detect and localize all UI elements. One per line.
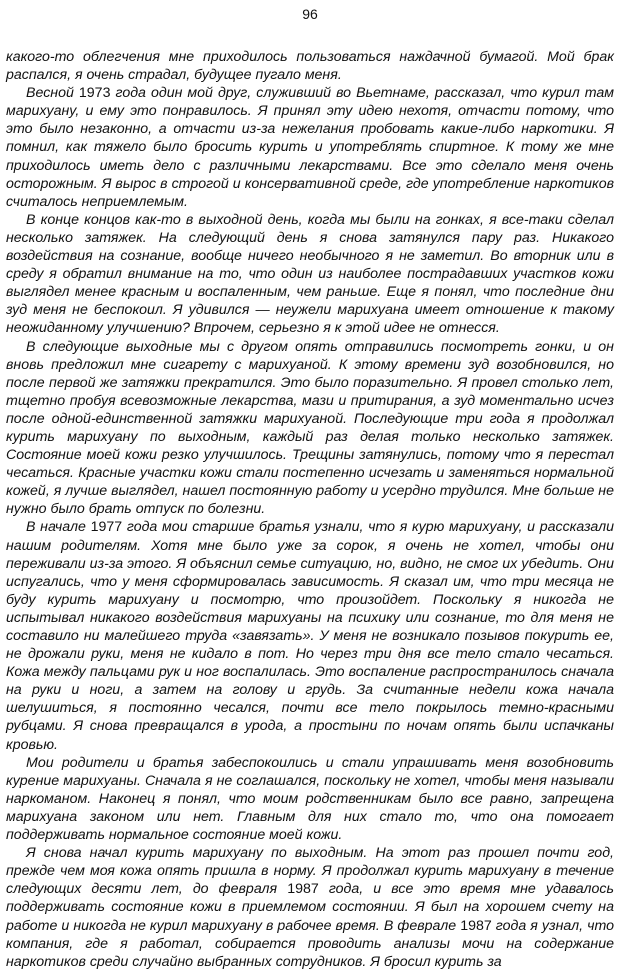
paragraph-5 xyxy=(6,518,614,753)
paragraph-2-text: года один мой друг, служивший во Вьетнаме, рассказал, что курил там марихуану, и ему это понравилось. Я принял эту идею нехотя, отчасти потому, что это было незаконно, а отчасти из-за нежелания пробовать какие-либо наркотики. Я помнил, как тяжело было бросить курить и употреблять спиртное. К тому же мне приходилось иметь дело с различными лекарствами. Все это сделало меня очень осторожным. Я вырос в строгой и консервативной среде, где употребление наркотиков считалось неприемлемым. xyxy=(6,85,614,210)
paragraph-4 xyxy=(6,338,614,519)
paragraph-7 xyxy=(6,844,614,971)
year-1987: 1987 xyxy=(460,917,492,934)
paragraph-5-text: года мои старшие братья узнали, что я курю марихуану, и рассказали нашим родителям. Хотя мне было уже за сорок, я очень не хотел, чтобы они переживали из-за этого. Я объяснил семье ситуацию, но, видно, не смог их убедить. Они испугались, что у меня сформировалась зависимость. Я сказал им, что три месяца не буду курить марихуану и посмотрю, что произойдет. Поскольку я никогда не испытывал никакого воздействия марихуаны на психику или сознание, то для меня не составило ни малейшего труда «завязать». У меня не возникало позывов покурить ее, не дрожали руки, меня не кидало в пот. Но через три дня все тело стало чесаться. Кожа между пальцами рук и ног воспалилась. Это воспаление распространилось сначала на руки и ноги, а затем на голову и грудь. За считанные недели кожа начала шелушиться, я постоянно чесался, почти все тело покрылось темно-красными рубцами. Я снова превращался в урода, а простыни по ночам опять были испачканы кровью. xyxy=(6,519,615,753)
paragraph-6 xyxy=(6,754,614,844)
paragraph-5-text: В начале xyxy=(26,519,91,536)
paragraph-3 xyxy=(6,211,614,338)
paragraph-7-text: Я снова начал курить марихуану по выходным. На этот раз прошел почти год, прежде чем моя кожа опять пришла в норму. Я продолжал курить марихуану в течение следующих десяти лет, до февраля xyxy=(6,845,614,898)
paragraph-7-text: года, и все это время мне удавалось поддерживать состояние кожи в приемлемом состоянии. Я был на хорошем счету на работе и никогда не курил марихуану в рабочее время. В феврале xyxy=(6,881,614,934)
paragraph-4-text: В следующие выходные мы с другом опять отправились посмотреть гонки, и он вновь предложил мне сигарету с марихуаной. К этому времени зуд возобновился, но после первой же затяжки прекратился. Это было поразительно. Я провел столько лет, тщетно пробуя всевозможные лекарства, мази и притирания, а зуд моментально исчез после одной-единственной затяжки марихуаной. Последующие три года я продолжал курить марихуану по выходным, каждый раз делая только несколько затяжек. Состояние моей кожи резко улучшилось. Трещины затянулись, потому что я перестал чесаться. Красные участки кожи стали постепенно исчезать и заменяться нормальной кожей, я лучше выглядел, нашел постоянную работу и усердно трудился. Мне больше не нужно было брать отпуск по болезни. xyxy=(6,338,615,518)
paragraph-1 xyxy=(6,48,614,84)
page-number: 96 xyxy=(302,6,318,22)
paragraph-6-text: Мои родители и братья забеспокоились и стали упрашивать меня возобновить курение марихуаны. Сначала я не соглашался, поскольку не хотел, чтобы меня называли наркоманом. Наконец я понял, что моим родственникам было все равно, запрещена марихуана законом или нет. Главным для них стало то, что она помогает поддерживать нормальное состояние моей кожи. xyxy=(6,754,614,844)
paragraph-2-text: Весной xyxy=(26,85,79,102)
paragraph-1-text: какого-то облегчения мне приходилось пользоваться наждачной бумагой. Мой брак распался, я очень страдал, будущее пугало меня. xyxy=(6,49,614,84)
page-body xyxy=(6,48,614,971)
year-1977: 1977 xyxy=(90,519,123,536)
paragraph-7-text: года я узнал, что компания, где я работал, собирается проводить анализы мочи на содержание наркотиков среди случайно выбранных сотрудников. Я бросил курить за xyxy=(6,917,614,970)
year-1987: 1987 xyxy=(287,881,319,898)
paragraph-3-text: В конце концов как-то в выходной день, когда мы были на гонках, я все-таки сделал несколько затяжек. На следующий день я снова затянулся пару раз. Никакого воздействия на сознание, вообще ничего необычного я не заметил. Во вторник или в среду я обратил внимание на то, что один из наиболее пострадавших участков кожи выглядел менее красным и воспаленным, чем раньше. Еще я понял, что последние дни зуд меня не беспокоил. Я удивился — неужели марихуана имеет отношение к такому неожиданному улучшению? Впрочем, серьезно я к этой идее не отнесся. xyxy=(6,211,614,337)
paragraph-2 xyxy=(6,84,614,211)
year-1973: 1973 xyxy=(78,85,111,102)
